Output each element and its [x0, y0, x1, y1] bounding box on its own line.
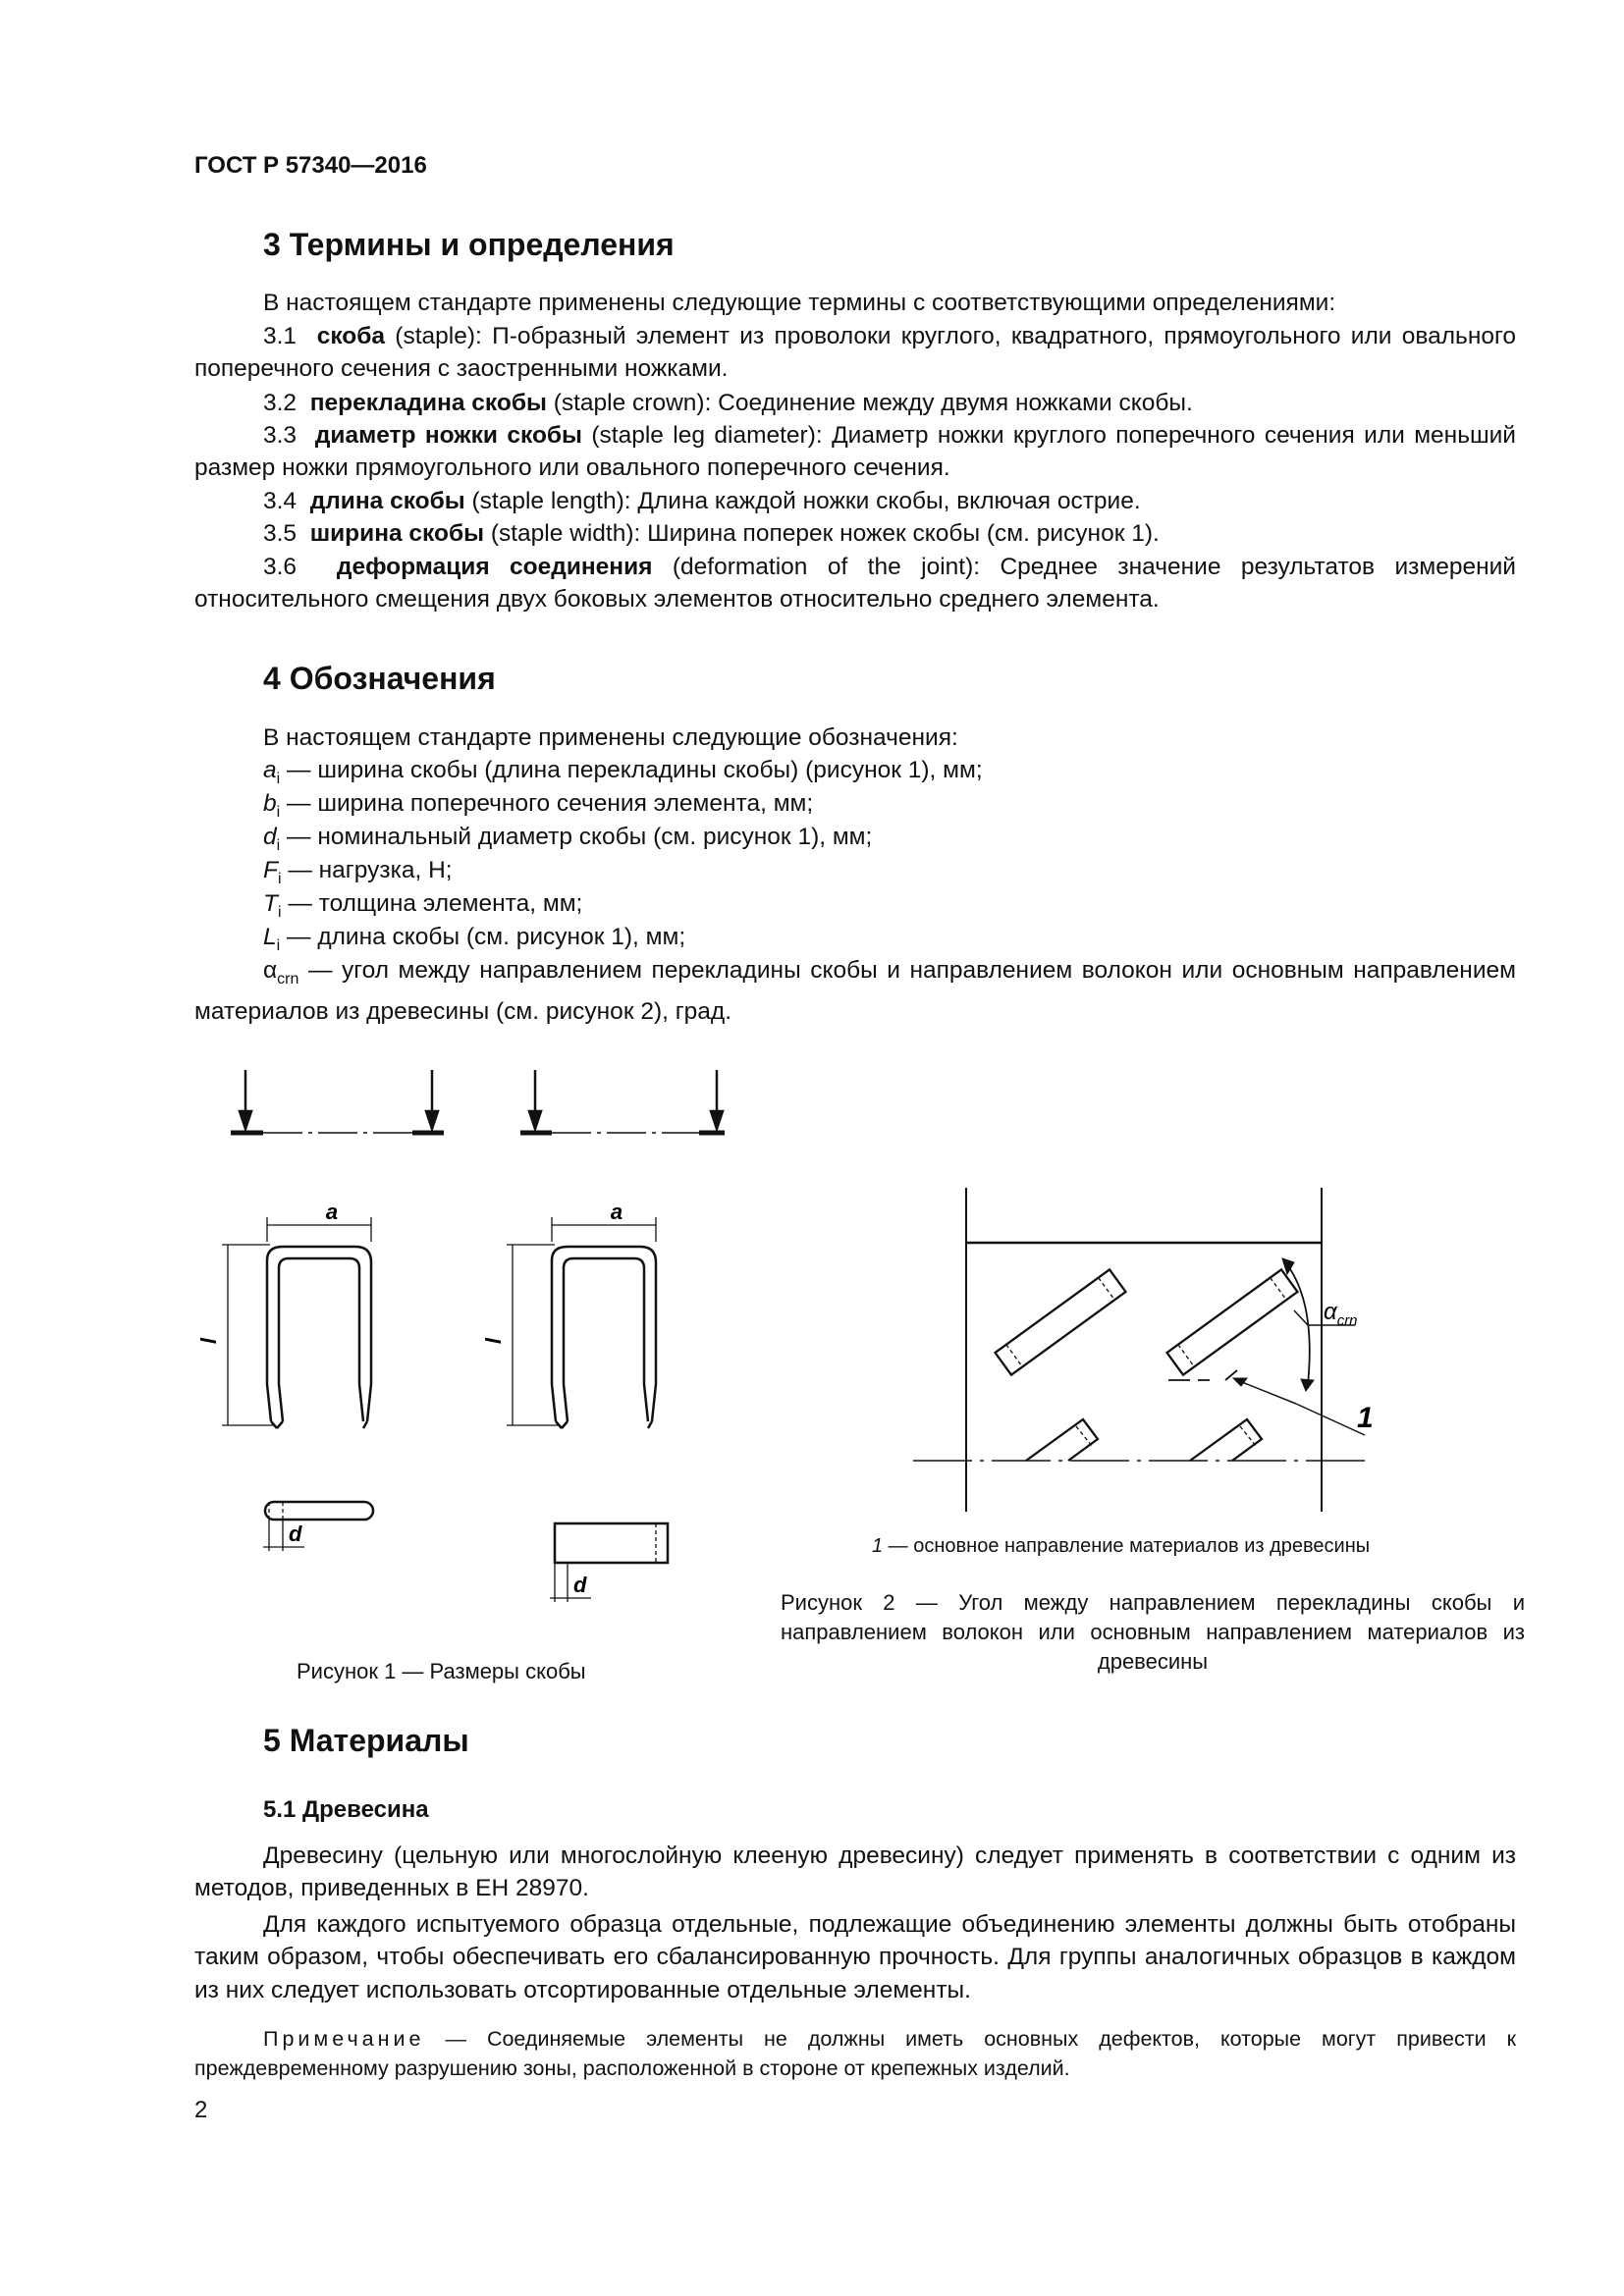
standard-number: ГОСТ Р 57340—2016: [194, 152, 427, 179]
fig1-label-l-left: l: [196, 1337, 221, 1345]
fig2-label-1: 1: [1357, 1402, 1374, 1434]
fig1-label-d-right: d: [573, 1573, 587, 1597]
section-5-1-title: 5.1 Древесина: [263, 1796, 429, 1823]
symbol-b: $b_i$ — ширина поперечного сечения элемента, мм;: [263, 790, 814, 821]
fig1-label-l-right: l: [481, 1337, 506, 1345]
section-4-intro: В настоящем стандарте применены следующие обозначения:: [263, 724, 958, 751]
section-5-title: 5 Материалы: [263, 1723, 469, 1758]
figure-1-caption: Рисунок 1 — Размеры скобы: [297, 1659, 586, 1683]
figure-2-crown-angle: [903, 1188, 1394, 1522]
section-5-1-note: Примечание — Соединяемые элементы не должны иметь основных дефектов, которые могут привести к преждевременному разрушению зоны, расположенной в стороне от крепежных изделий.: [194, 2027, 1516, 2080]
symbol-f: $F_i$ — нагрузка, Н;: [263, 857, 453, 887]
figure-2-legend: 1 — основное направление материалов из древесины: [872, 1535, 1371, 1557]
fig1-label-a-left: a: [325, 1200, 339, 1224]
term-3-3: 3.3 диаметр ножки скобы (staple leg diameter): Диаметр ножки круглого поперечного сечения или меньший размер ножки прямоугольного или овального поперечного сечения.: [194, 422, 1516, 482]
section-5-1-para-1: Древесину (цельную или многослойную клееную древесину) следует применять в соответствии с одним из методов, приведенных в ЕН 28970.: [194, 1842, 1516, 1902]
symbol-l: $L_i$ — длина скобы (см. рисунок 1), мм;: [263, 924, 686, 954]
fig1-label-a-right: a: [610, 1200, 623, 1224]
symbol-d: $d_i$ — номинальный диаметр скобы (см. рисунок 1), мм;: [263, 824, 873, 854]
term-3-4: 3.4 длина скобы (staple length): Длина каждой ножки скобы, включая острие.: [263, 488, 1141, 514]
figure-2-caption: Рисунок 2 — Угол между направлением перекладины скобы и направлением волокон или основным направлением материалов из древесины: [781, 1590, 1525, 1674]
term-3-1: 3.1 скоба (staple): П-образный элемент из проволоки круглого, квадратного, прямоугольного или овального поперечного сечения с заостренными ножками.: [194, 323, 1516, 383]
fig2-label-alpha: $\alpha_{crn}$: [1324, 1299, 1358, 1329]
symbol-a: $a_i$ — ширина скобы (длина перекладины скобы) (рисунок 1), мм;: [263, 757, 983, 787]
section-3-title: 3 Термины и определения: [263, 227, 675, 262]
term-3-2: 3.2 перекладина скобы (staple crown): Соединение между двумя ножками скобы.: [263, 390, 1193, 416]
fig1-label-d-left: d: [289, 1522, 302, 1546]
term-3-6: 3.6 деформация соединения (deformation of the joint): Среднее значение результатов измерений относительного смещения двух боковых элементов относительно среднего элемента.: [194, 554, 1516, 614]
symbol-alpha: $\alpha_{crn}$ — угол между направлением перекладины скобы и направлением волокон или основным направлением материалов из древесины (см. рисунок 2), град.: [194, 957, 1516, 1026]
section-4-title: 4 Обозначения: [263, 661, 496, 696]
symbol-t: $T_i$ — толщина элемента, мм;: [263, 890, 583, 921]
section-5-1-para-2: Для каждого испытуемого образца отдельные, подлежащие объединению элементы должны быть отобраны таким образом, чтобы обеспечивать его сбалансированную прочность. Для группы аналогичных образцов в каждом из них следует использовать отсортированные отдельные элементы.: [194, 1911, 1516, 2003]
section-3-intro: В настоящем стандарте применены следующие термины с соответствующими определениями:: [263, 290, 1336, 316]
term-3-5: 3.5 ширина скобы (staple width): Ширина поперек ножек скобы (см. рисунок 1).: [263, 520, 1160, 547]
page-number: 2: [194, 2097, 208, 2123]
figure-1-staple-dimensions: [187, 1050, 736, 1639]
